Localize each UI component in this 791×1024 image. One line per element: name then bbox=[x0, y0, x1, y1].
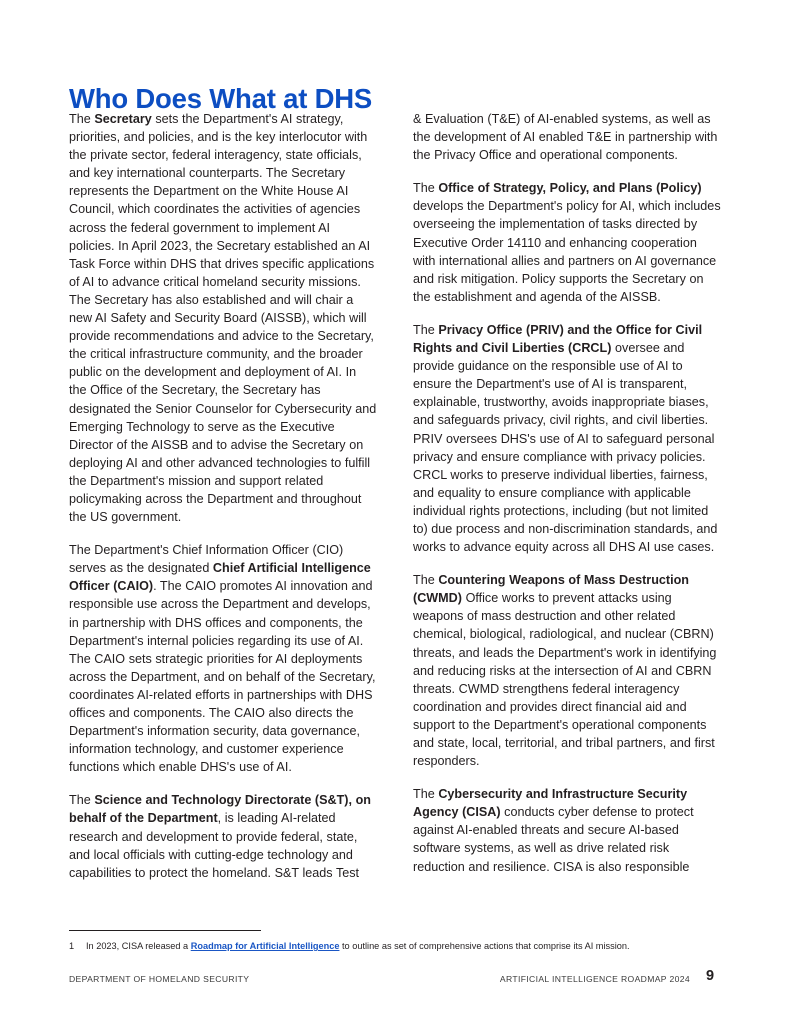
emphasis-text: Secretary bbox=[94, 112, 152, 126]
body-text: The bbox=[69, 793, 95, 808]
left-text-column bbox=[69, 110, 377, 916]
footnote-text-before: In 2023, CISA released a bbox=[86, 941, 191, 951]
page-title: Who Does What at DHS bbox=[69, 83, 373, 115]
footnote-separator-rule bbox=[69, 930, 261, 931]
body-text: Office works to prevent attacks using weapons of mass destruction and other related chemical, biological, radiological, and nuclear (CBRN) threats, and leads the Department's work in identifying and reducing risks at the intersection of AI and CBRN threats. CWMD strengthens federal interagency coordination and provides direct financial aid and support to the Department's operational components and state, local, territorial, and tribal partners, and first responders. bbox=[413, 591, 717, 769]
paragraph-priv-crcl bbox=[413, 321, 721, 556]
body-text: The Department's Chief Information Officer (CIO) serves as the designated bbox=[69, 543, 344, 576]
body-text: develops the Department's policy for AI, which includes overseeing the implementation of tasks directed by Executive Order 14110 and enhancing cooperation with international allies and partners on AI governance and risk mitigation. Policy supports the Secretary on the establishment and agenda of the AISSB. bbox=[413, 199, 721, 304]
body-text: The bbox=[69, 112, 95, 126]
paragraph-cwmd bbox=[413, 571, 721, 770]
body-text: sets the Department's AI strategy, priorities, and policies, and is the key interlocutor with the private sector, federal interagency, state officials, and key international counterparts. The Secretary represents the Department on the White House AI Council, which coordinates the activities of agencies across the federal government to implement AI policies. In April 2023, the Secretary established an AI Task Force within DHS that drives specific applications of AI to advance critical homeland security missions. The Secretary has also established and will chair a new AI Safety and Security Board (AISSB), which will provide recommendations and advice to the Secretary, the critical infrastructure community, and the broader public on the development and deployment of AI. In the Office of the Secretary, the Secretary has designated the Senior Counselor for Cybersecurity and Emerging Technology to serve as the Executive Director of the AISSB and to advise the Secretary on deploying AI and other advanced technologies to fulfill the Department's mission and support related policymaking across the Department and throughout the US government. bbox=[69, 112, 377, 525]
body-text: & Evaluation (T&E) of AI-enabled systems, as well as the development of AI enabled T&E in partnership with the Privacy Office and operational components. bbox=[413, 112, 718, 163]
body-text: The bbox=[413, 787, 439, 802]
page-footer bbox=[69, 974, 722, 984]
emphasis-text: Office of Strategy, Policy, and Plans (Policy) bbox=[438, 181, 702, 196]
footer-document-label: ARTIFICIAL INTELLIGENCE ROADMAP 2024 bbox=[499, 974, 690, 984]
footnote-item bbox=[69, 940, 722, 952]
page-number: 9 bbox=[706, 968, 715, 984]
footnote-section bbox=[69, 930, 722, 952]
footnote-number: 1 bbox=[69, 941, 75, 951]
emphasis-text: Countering Weapons of Mass Destruction (CWMD) bbox=[413, 573, 689, 606]
paragraph-st bbox=[69, 791, 377, 881]
footer-department-label: DEPARTMENT OF HOMELAND SECURITY bbox=[69, 974, 250, 984]
paragraph-st-continued bbox=[413, 110, 721, 164]
body-text: The bbox=[413, 322, 439, 337]
emphasis-text: Chief Artificial Intelligence Officer (CAIO) bbox=[69, 561, 371, 594]
body-text: oversee and provide guidance on the responsible use of AI to ensure the Department's use of AI is transparent, explainable, trustworthy, avoids inappropriate biases, and safeguards privacy, civil rights, and civil liberties. PRIV oversees DHS's use of AI to safeguard personal privacy and ensure compliance with privacy policies. CRCL works to preserve individual liberties, fairness, and equality to ensure compliance with applicable individual rights protections, including (but not limited to) due process and non-discrimination standards, and works to advance equity across all DHS AI use cases. bbox=[413, 341, 718, 555]
paragraph-cisa bbox=[413, 785, 721, 875]
body-text: The bbox=[413, 181, 439, 196]
body-text: conducts cyber defense to protect against AI-enabled threats and secure AI-based software systems, as well as drive related risk reduction and resilience. CISA is also responsible bbox=[413, 805, 694, 874]
two-column-body bbox=[69, 110, 722, 916]
paragraph-secretary bbox=[69, 110, 377, 526]
emphasis-text: Privacy Office (PRIV) and the Office for Civil Rights and Civil Liberties (CRCL) bbox=[413, 322, 703, 356]
emphasis-text: Science and Technology Directorate (S&T), on behalf of the Department bbox=[69, 793, 371, 826]
right-text-column bbox=[413, 110, 721, 916]
body-text: , is leading AI-related research and development to provide federal, state, and local officials with cutting-edge technology and capabilities to protect the homeland. S&T leads Test bbox=[69, 811, 360, 880]
roadmap-for-artificial-intelligence-link[interactable]: Roadmap for Artificial Intelligence bbox=[190, 941, 340, 951]
footnote-text bbox=[86, 940, 722, 952]
paragraph-policy bbox=[413, 179, 721, 306]
paragraph-caio bbox=[69, 541, 377, 776]
emphasis-text: Cybersecurity and Infrastructure Security Agency (CISA) bbox=[413, 787, 688, 820]
body-text: . The CAIO promotes AI innovation and responsible use across the Department and develops, in partnership with DHS offices and components, the Department's internal policies regarding its use of AI. The CAIO sets strategic priorities for AI deployments across the Department, and on behalf of the Secretary, coordinates AI-related efforts in partnerships with DHS offices and components. The CAIO also directs the Department's information security, data governance, information technology, and customer experience functions which enable DHS's use of AI. bbox=[69, 579, 376, 775]
footnote-text-after: to outline as set of comprehensive actions that comprise its AI mission. bbox=[339, 941, 630, 951]
body-text: The bbox=[413, 573, 439, 588]
